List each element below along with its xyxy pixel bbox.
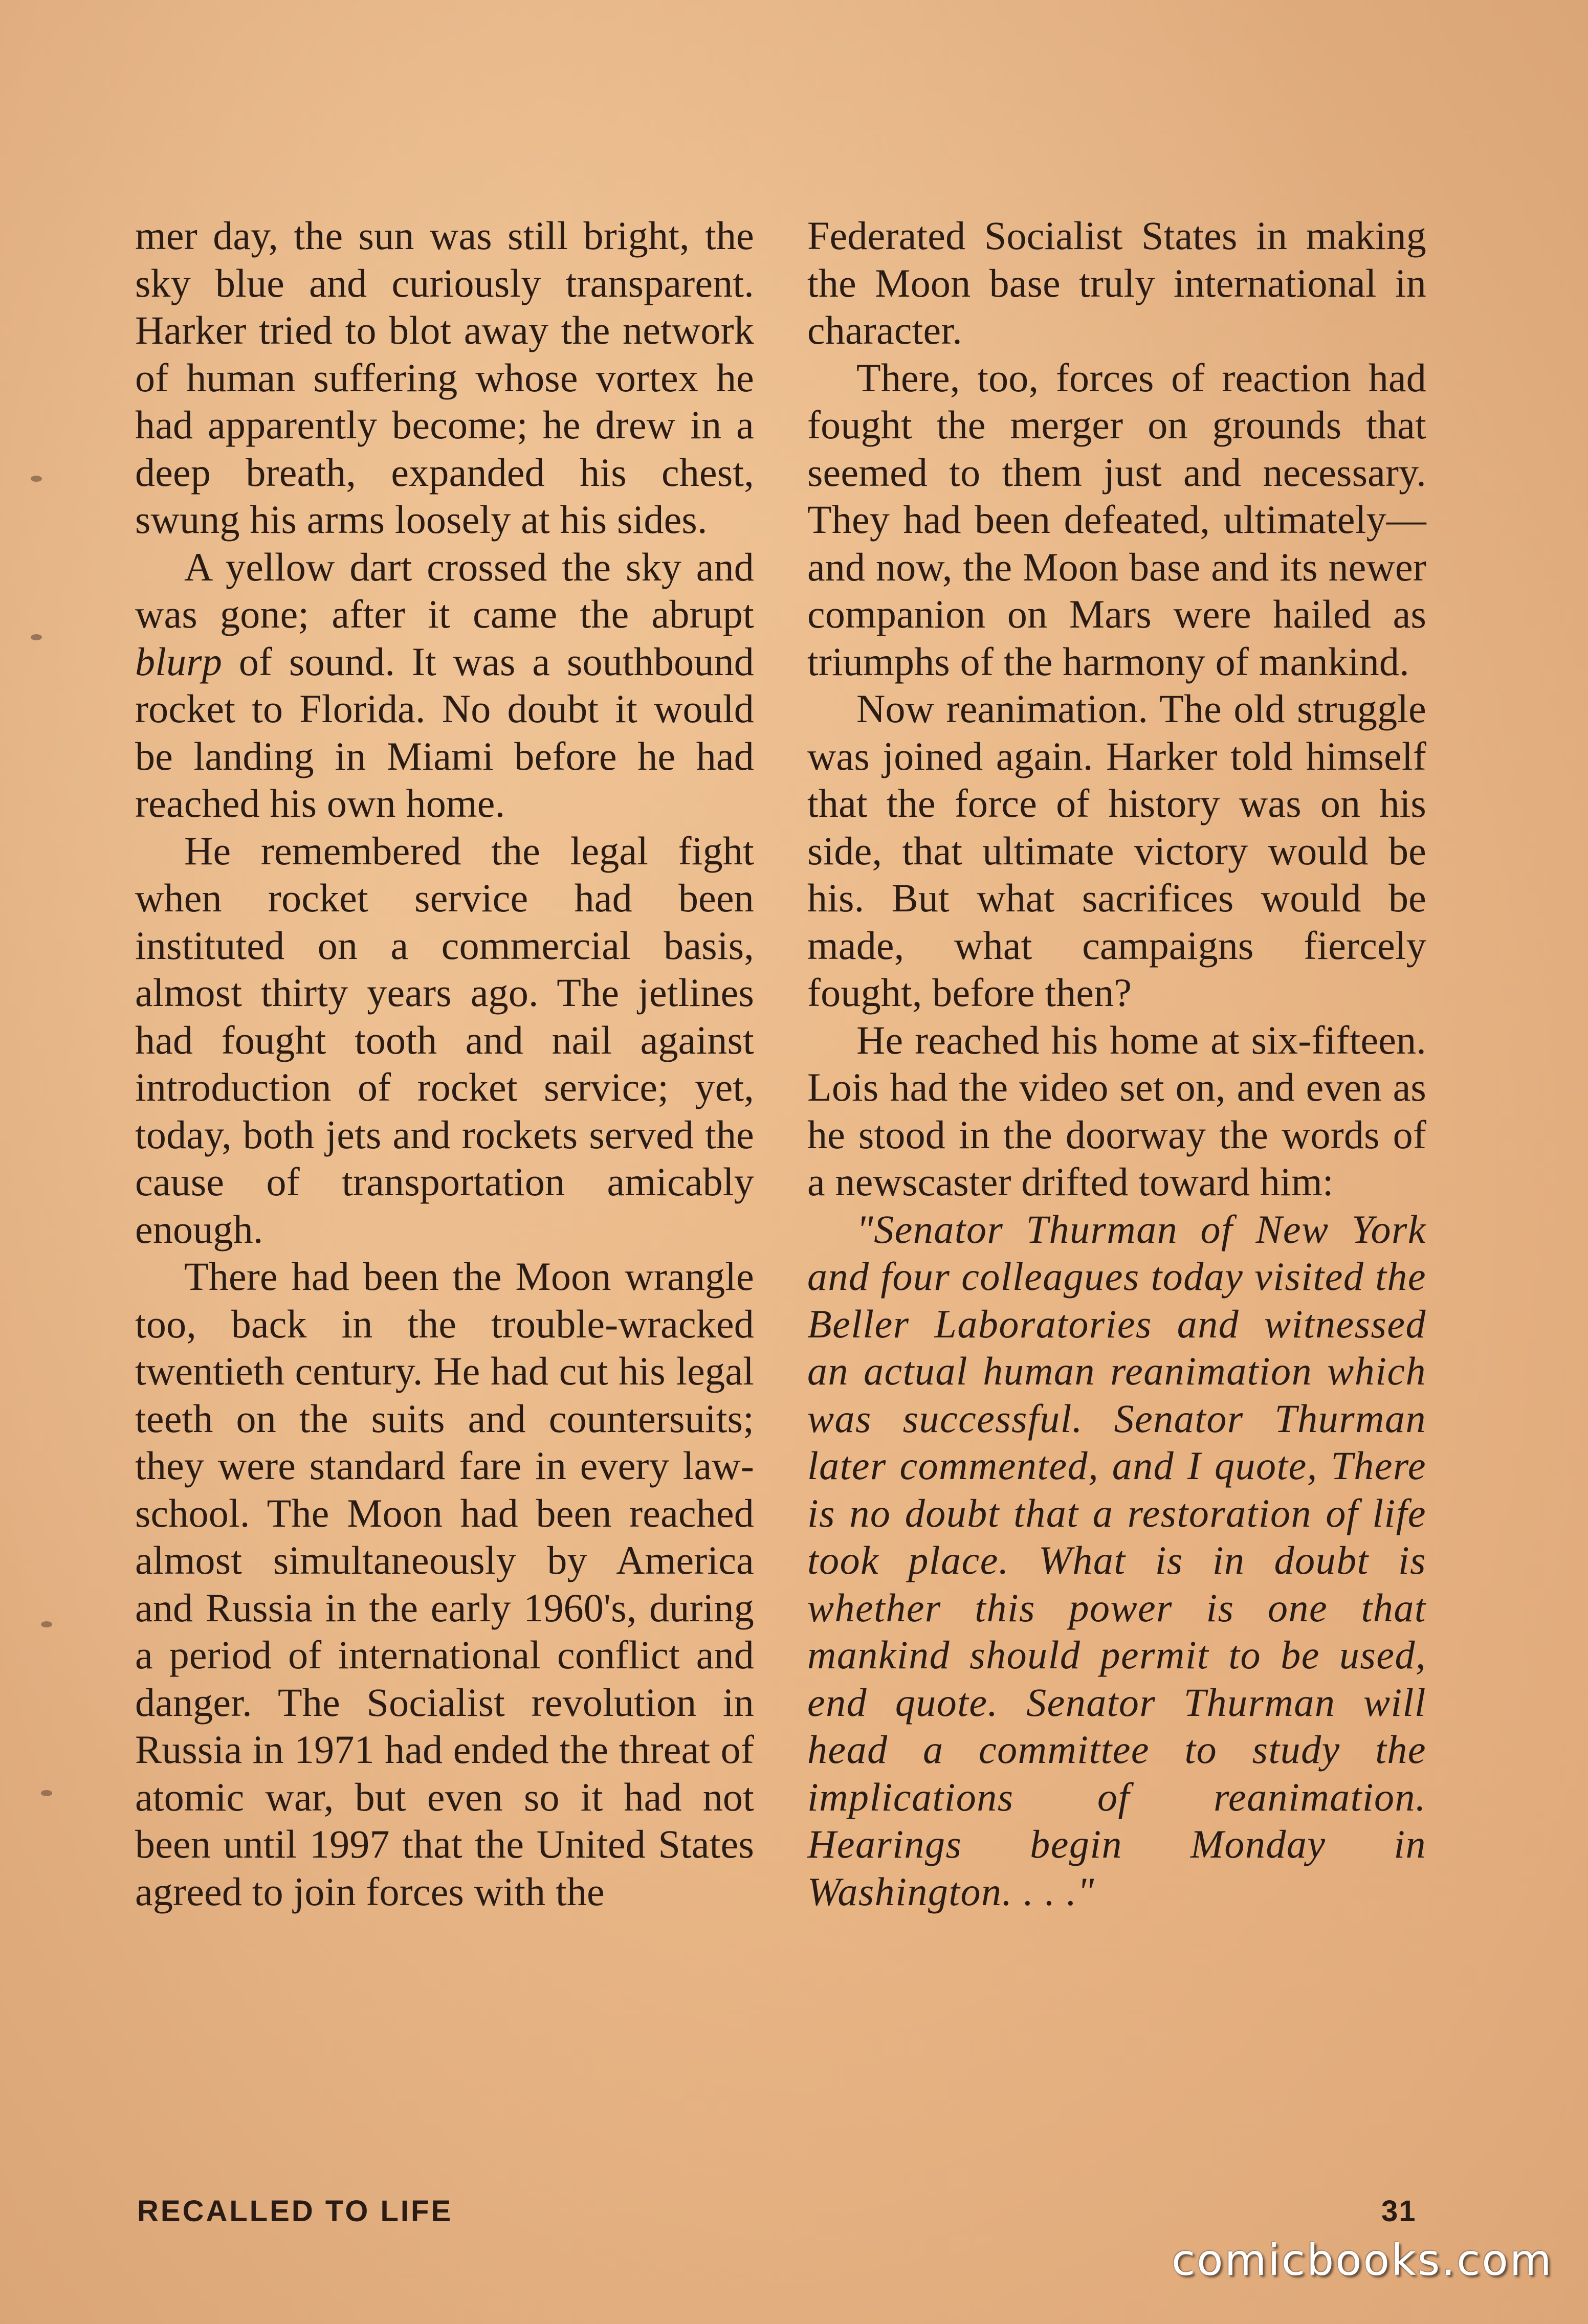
paragraph: Federated Socialist States in making the Moon base truly international in character. [807,213,1426,352]
paragraph-text: of sound. It was a southbound rocket to Florida. No doubt it would be landing in Miami before he had reached his own home. [135,639,754,825]
right-text-column [807,212,1426,1915]
paragraph: There had been the Moon wrangle too, back in the trouble-wracked twentieth century. He had cut his legal teeth on the suits and countersuits; they were standard fare in every law-school. The Moon had been reached almost simultaneously by America and Russia in the early 1960's, during a period of international conflict and danger. The Socialist revolution in Russia in 1971 had ended the threat of atomic war, but even so it had not been until 1997 that the United States agreed to join forces with the [135,1254,754,1914]
running-footer-title: RECALLED TO LIFE [137,2195,453,2228]
italic-word: blurp [135,639,223,684]
binding-hole-mark [41,1621,52,1627]
paragraph: He remembered the legal fight when rocket service had been instituted on a commercial basis, almost thirty years ago. The jetlines had fought tooth and nail against introduction of rocket service; yet, today, both jets and rockets served the cause of transportation amicably enough. [135,828,754,1252]
paragraph: There, too, forces of reaction had fought the merger on grounds that seemed to them just and necessary. They had been defeated, ultimately—and now, the Moon base and its newer companion on Mars were hailed as triumphs of the harmony of mankind. [807,355,1426,684]
paragraph: He reached his home at six-fifteen. Lois had the video set on, and even as he stood in the doorway the words of a newscaster drifted toward him: [807,1017,1426,1204]
site-watermark: comicbooks.com [1172,2235,1553,2285]
binding-hole-mark [31,476,42,482]
paragraph [135,544,754,828]
paragraph: Now reanimation. The old struggle was joined again. Harker told himself that the force of history was on his side, that ultimate victory would be his. But what sacrifices would be made, what campaigns fiercely fought, before then? [807,686,1426,1015]
paragraph-text: A yellow dart crossed the sky and was gone; after it came the abrupt [135,544,754,636]
newscast-quote: "Senator Thurman of New York and four colleagues today visited the Beller Laboratories and witnessed an actual human reanimation which was successful. Senator Thurman later commented, and I quote, There is no doubt that a restoration of life took place. What is in doubt is whether this power is one that mankind should permit to be used, end quote. Senator Thurman will head a committee to study the implications of reanimation. Hearings begin Monday in Washington. . . ." [807,1206,1426,1914]
page-number: 31 [1381,2195,1417,2228]
paragraph: mer day, the sun was still bright, the sky blue and curiously transparent. Harker tried to blot away the network of human suffering whose vortex he had apparently become; he drew in a deep breath, expanded his chest, swung his arms loosely at his sides. [135,213,754,542]
left-text-column [135,212,754,1915]
binding-hole-mark [41,1790,52,1796]
binding-hole-mark [31,634,42,640]
